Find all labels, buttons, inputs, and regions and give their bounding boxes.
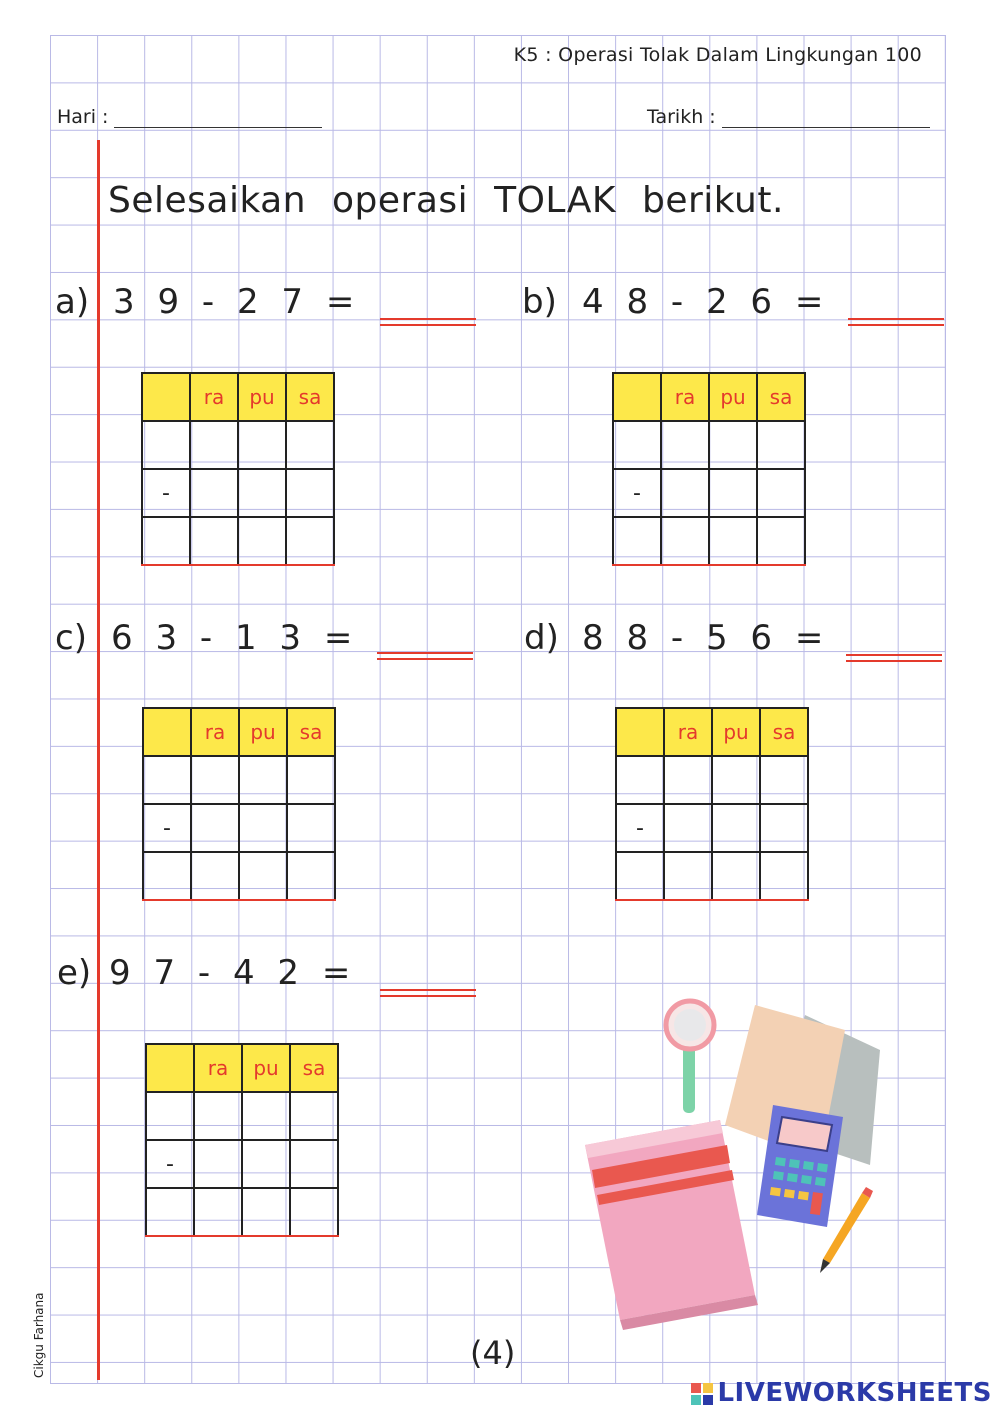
col-sa: sa (760, 708, 808, 756)
table-cell[interactable] (757, 421, 805, 469)
date-field (647, 106, 930, 128)
question-a (55, 282, 485, 332)
table-cell (142, 517, 190, 565)
col-pu: pu (712, 708, 760, 756)
table-cell[interactable] (709, 517, 757, 565)
instruction: Selesaikan operasi TOLAK berikut. (108, 180, 784, 221)
minus-sign: - (146, 1140, 194, 1188)
table-cell[interactable] (190, 421, 238, 469)
minus-sign: - (142, 469, 190, 517)
place-value-table (142, 707, 336, 901)
table-cell[interactable] (712, 756, 760, 804)
table-cell[interactable] (190, 517, 238, 565)
place-value-table (141, 372, 335, 566)
corner-cell (613, 373, 661, 421)
table-cell[interactable] (760, 852, 808, 900)
table-cell[interactable] (664, 852, 712, 900)
book-icon (585, 1120, 758, 1330)
table-cell[interactable] (290, 1092, 338, 1140)
col-ra: ra (191, 708, 239, 756)
table-cell[interactable] (757, 469, 805, 517)
table-cell (146, 1092, 194, 1140)
table-cell (616, 852, 664, 900)
col-pu: pu (238, 373, 286, 421)
table-cell (613, 517, 661, 565)
table-cell (613, 421, 661, 469)
question-c (55, 618, 485, 668)
corner-cell (616, 708, 664, 756)
answer-blank[interactable] (846, 654, 942, 662)
question-expression: 4 8 - 2 6 = (582, 282, 824, 322)
author-credit: Cikgu Farhana (32, 1292, 46, 1378)
magnifier-icon (666, 1001, 714, 1113)
table-cell[interactable] (191, 852, 239, 900)
col-ra: ra (664, 708, 712, 756)
table-cell[interactable] (239, 756, 287, 804)
table-cell[interactable] (242, 1140, 290, 1188)
col-sa: sa (287, 708, 335, 756)
question-expression: 8 8 - 5 6 = (582, 618, 824, 658)
table-cell[interactable] (194, 1140, 242, 1188)
answer-blank[interactable] (848, 318, 944, 326)
col-sa: sa (757, 373, 805, 421)
col-pu: pu (242, 1044, 290, 1092)
table-cell[interactable] (709, 421, 757, 469)
question-label: e) (57, 953, 92, 993)
table-cell[interactable] (290, 1140, 338, 1188)
table-cell[interactable] (757, 517, 805, 565)
date-input-line[interactable] (722, 127, 930, 128)
corner-cell (143, 708, 191, 756)
question-e (57, 953, 487, 1003)
place-value-table (145, 1043, 339, 1237)
corner-cell (146, 1044, 194, 1092)
col-pu: pu (239, 708, 287, 756)
day-input-line[interactable] (114, 127, 322, 128)
minus-sign: - (613, 469, 661, 517)
question-label: c) (55, 618, 87, 658)
table-cell[interactable] (661, 469, 709, 517)
table-cell (146, 1188, 194, 1236)
table-cell[interactable] (238, 469, 286, 517)
corner-cell (142, 373, 190, 421)
minus-sign: - (143, 804, 191, 852)
day-label: Hari : (57, 106, 109, 128)
table-cell[interactable] (664, 804, 712, 852)
brand-text: LIVEWORKSHEETS (717, 1378, 992, 1408)
answer-blank[interactable] (377, 652, 473, 660)
question-label: b) (522, 282, 557, 322)
table-cell[interactable] (194, 1092, 242, 1140)
col-ra: ra (661, 373, 709, 421)
table-cell (143, 852, 191, 900)
question-expression: 3 9 - 2 7 = (113, 282, 355, 322)
table-cell[interactable] (190, 469, 238, 517)
question-label: a) (55, 282, 90, 322)
table-cell[interactable] (661, 421, 709, 469)
minus-sign: - (616, 804, 664, 852)
table-cell[interactable] (191, 756, 239, 804)
table-cell[interactable] (238, 421, 286, 469)
liveworksheets-logo-icon (691, 1383, 713, 1405)
table-cell[interactable] (242, 1092, 290, 1140)
col-ra: ra (190, 373, 238, 421)
question-label: d) (524, 618, 559, 658)
table-cell[interactable] (286, 469, 334, 517)
question-expression: 6 3 - 1 3 = (111, 618, 353, 658)
table-cell[interactable] (194, 1188, 242, 1236)
day-field (57, 106, 322, 128)
table-cell (616, 756, 664, 804)
col-pu: pu (709, 373, 757, 421)
table-cell[interactable] (661, 517, 709, 565)
table-cell (142, 421, 190, 469)
table-cell[interactable] (760, 756, 808, 804)
col-ra: ra (194, 1044, 242, 1092)
worksheet-title: K5 : Operasi Tolak Dalam Lingkungan 100 (513, 44, 922, 66)
table-cell[interactable] (239, 852, 287, 900)
place-value-table (612, 372, 806, 566)
page-number: (4) (470, 1334, 516, 1372)
table-cell[interactable] (239, 804, 287, 852)
table-cell[interactable] (287, 804, 335, 852)
table-cell[interactable] (712, 804, 760, 852)
table-cell[interactable] (760, 804, 808, 852)
table-cell[interactable] (712, 852, 760, 900)
table-cell[interactable] (664, 756, 712, 804)
place-value-table (615, 707, 809, 901)
table-cell[interactable] (709, 469, 757, 517)
question-d (524, 618, 954, 668)
col-sa: sa (290, 1044, 338, 1092)
brand-watermark (691, 1378, 992, 1408)
table-cell[interactable] (287, 756, 335, 804)
table-cell[interactable] (191, 804, 239, 852)
table-cell[interactable] (290, 1188, 338, 1236)
table-cell[interactable] (287, 852, 335, 900)
table-cell[interactable] (286, 421, 334, 469)
question-expression: 9 7 - 4 2 = (109, 953, 351, 993)
table-cell[interactable] (286, 517, 334, 565)
stationery-illustration (580, 995, 890, 1335)
answer-blank[interactable] (380, 318, 476, 326)
date-label: Tarikh : (647, 106, 716, 128)
table-cell (143, 756, 191, 804)
question-b (522, 282, 952, 332)
col-sa: sa (286, 373, 334, 421)
table-cell[interactable] (242, 1188, 290, 1236)
answer-blank[interactable] (380, 989, 476, 997)
table-cell[interactable] (238, 517, 286, 565)
